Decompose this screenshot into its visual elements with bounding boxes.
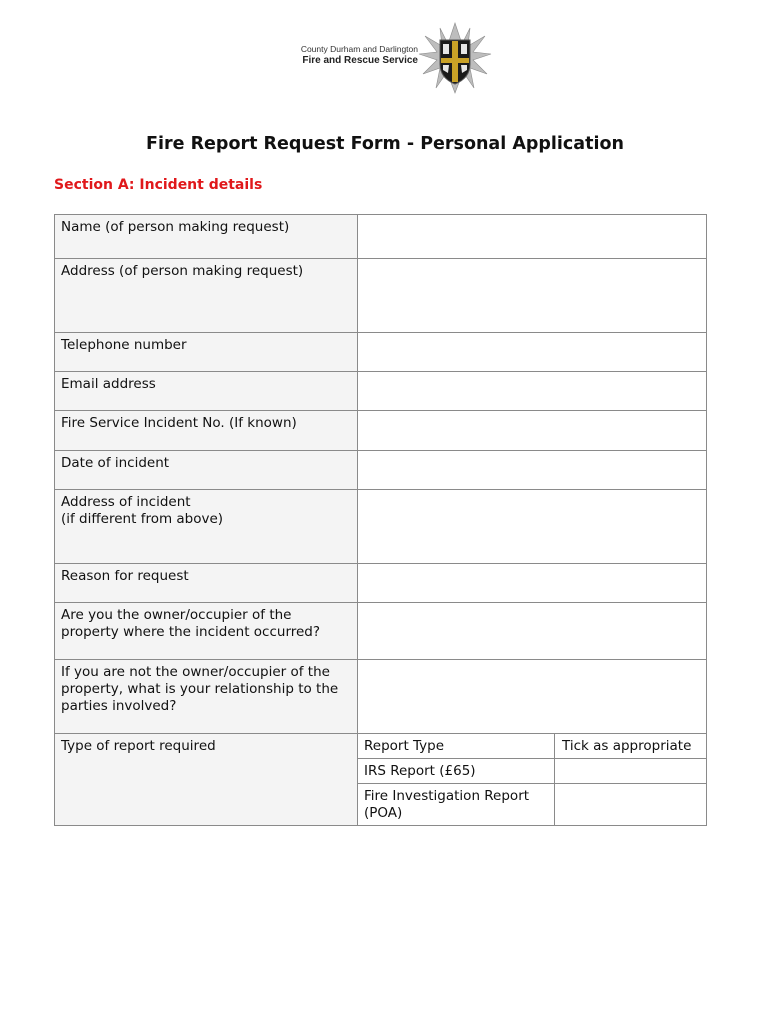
reason-field[interactable] [358, 564, 707, 603]
owner-occupier-field[interactable] [358, 603, 707, 660]
report-option-label: IRS Report (£65) [358, 759, 555, 784]
fire-service-crest-icon [418, 22, 492, 94]
section-heading: Section A: Incident details [54, 177, 263, 193]
name-field[interactable] [358, 215, 707, 259]
header-logo [290, 22, 500, 94]
tick-header: Tick as appropriate [555, 734, 707, 759]
address-field[interactable] [358, 259, 707, 333]
field-label: If you are not the owner/occupier of the property, what is your relationship to the parties involved? [55, 660, 358, 734]
field-label: Name (of person making request) [55, 215, 358, 259]
fire-investigation-tick-box[interactable] [555, 784, 707, 826]
field-label: Telephone number [55, 333, 358, 372]
field-label: Are you the owner/occupier of the property where the incident occurred? [55, 603, 358, 660]
incident-address-field[interactable] [358, 490, 707, 564]
field-label: Reason for request [55, 564, 358, 603]
field-label: Date of incident [55, 451, 358, 490]
field-label: Type of report required [55, 734, 358, 826]
telephone-field[interactable] [358, 333, 707, 372]
field-label: Address of incident (if different from above) [55, 490, 358, 564]
relationship-field[interactable] [358, 660, 707, 734]
field-label: Address (of person making request) [55, 259, 358, 333]
incident-details-table [54, 214, 707, 826]
logo-line2: Fire and Rescue Service [302, 55, 418, 66]
incident-date-field[interactable] [358, 451, 707, 490]
logo-text [290, 44, 418, 67]
field-label: Email address [55, 372, 358, 411]
incident-number-field[interactable] [358, 411, 707, 451]
logo-line1: County Durham and Darlington [300, 44, 418, 54]
page-title: Fire Report Request Form - Personal Application [146, 134, 624, 154]
field-label: Fire Service Incident No. (If known) [55, 411, 358, 451]
report-type-header: Report Type [358, 734, 555, 759]
irs-report-tick-box[interactable] [555, 759, 707, 784]
email-field[interactable] [358, 372, 707, 411]
report-option-label: Fire Investigation Report (POA) [358, 784, 555, 826]
